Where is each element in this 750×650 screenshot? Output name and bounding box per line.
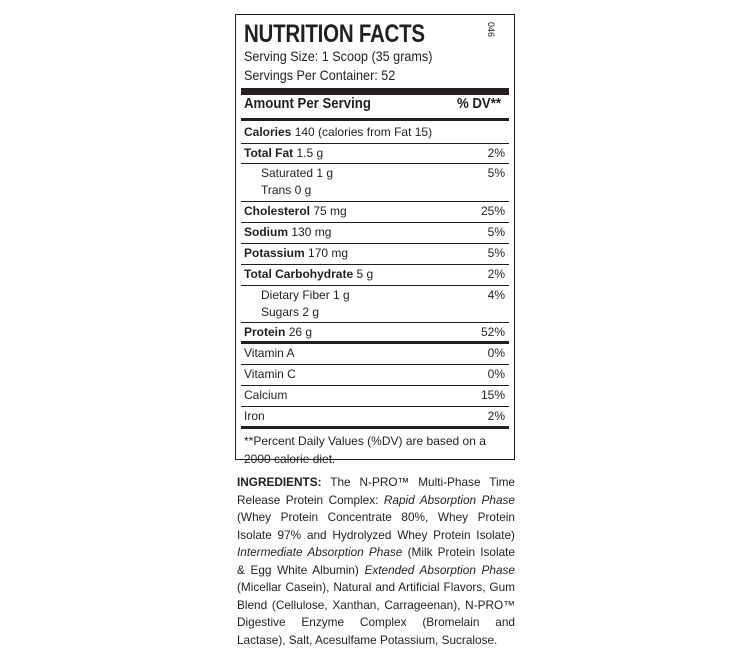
nutrient-row-trans: Trans 0 g xyxy=(261,183,312,197)
thick-divider xyxy=(241,88,509,95)
divider xyxy=(241,406,509,407)
nutrient-row-vitamin-a: Vitamin A xyxy=(244,346,295,360)
nutrient-row-protein: Protein 26 g xyxy=(244,325,313,339)
label-title: NUTRITION FACTS xyxy=(244,20,425,48)
dv-iron: 2% xyxy=(487,409,505,423)
medium-divider xyxy=(241,426,509,429)
nutrient-row-dietary-fiber: Dietary Fiber 1 g xyxy=(261,288,350,302)
divider xyxy=(241,163,509,164)
divider xyxy=(241,322,509,323)
dv-total-fat: 2% xyxy=(487,146,505,160)
dv-footnote: **Percent Daily Values (%DV) are based on a 2000 calorie diet. xyxy=(244,434,486,466)
divider xyxy=(241,285,509,286)
ingredients-heading: INGREDIENTS: xyxy=(237,475,322,489)
dv-dietary-fiber: 4% xyxy=(487,288,505,302)
dv-protein: 52% xyxy=(480,325,505,339)
calories-row xyxy=(244,125,432,139)
dv-calcium: 15% xyxy=(480,388,505,402)
nutrient-row-sodium: Sodium 130 mg xyxy=(244,225,332,239)
divider xyxy=(241,243,509,244)
dv-sodium: 5% xyxy=(487,225,505,239)
divider xyxy=(241,143,509,144)
nutrient-row-cholesterol: Cholesterol 75 mg xyxy=(244,204,347,218)
medium-divider xyxy=(241,341,509,344)
divider xyxy=(241,201,509,202)
dv-vitamin-a: 0% xyxy=(487,346,505,360)
dv-cholesterol: 25% xyxy=(480,204,505,218)
amount-per-serving: Amount Per Serving xyxy=(244,95,371,112)
nutrient-row-calcium: Calcium xyxy=(244,388,288,402)
dv-total-carbohydrate: 2% xyxy=(487,267,505,281)
nutrient-row-total-carbohydrate: Total Carbohydrate 5 g xyxy=(244,267,374,281)
dv-potassium: 5% xyxy=(487,246,505,260)
ingredients-text: INGREDIENTS: The N-PRO™ Multi-Phase Time Release Protein Complex: Rapid Absorption Phase (Whey Protein Concentrate 80%, Whey Protein Isolate 97% and Hydrolyzed Whey Protein Isolate) Intermediate Absorption Phase (Milk Protein Isolate & Egg White Albumin) Extended Absorption Phase (Micellar Casein), Natural and Artificial Flavors, Gum Blend (Cellulose, Xanthan, Carrageenan), N-PRO™ Digestive Enzyme Complex (Bromelain and Lactase), Salt, Acesulfame Potassium, Sucralose. xyxy=(237,475,515,647)
label-code: 046 xyxy=(486,22,496,38)
divider xyxy=(241,385,509,386)
nutrient-row-iron: Iron xyxy=(244,409,265,423)
nutrient-row-sugars: Sugars 2 g xyxy=(261,305,320,319)
servings-per-container: Servings Per Container: 52 xyxy=(244,67,396,83)
nutrient-row-potassium: Potassium 170 mg xyxy=(244,246,349,260)
medium-divider xyxy=(241,118,509,121)
nutrient-row-total-fat: Total Fat 1.5 g xyxy=(244,146,324,160)
serving-size: Serving Size: 1 Scoop (35 grams) xyxy=(244,48,433,64)
dv-header: % DV** xyxy=(457,95,502,112)
dv-saturated: 5% xyxy=(487,166,505,180)
divider xyxy=(241,222,509,223)
nutrient-row-saturated: Saturated 1 g xyxy=(261,166,334,180)
nutrient-row-vitamin-c: Vitamin C xyxy=(244,367,296,381)
divider xyxy=(241,264,509,265)
calories-value: 140 (calories from Fat 15) xyxy=(294,125,433,139)
divider xyxy=(241,364,509,365)
dv-vitamin-c: 0% xyxy=(487,367,505,381)
calories-label: Calories xyxy=(244,125,292,139)
